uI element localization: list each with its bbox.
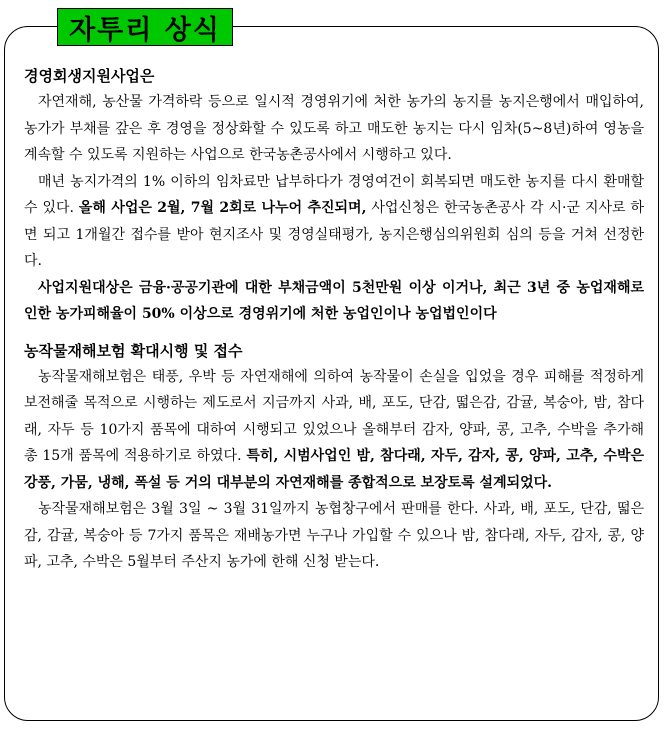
- paragraph-bold-text: 올해 사업은 2월, 7월 2회로 나누어 추진되며,: [78, 200, 367, 216]
- paragraph-text: 매년 농지가격의 1% 이하의 임차료만 납부하다가 경영여건이 회복되면 매도한 농지를 다시 환매할 수 있다.: [24, 173, 644, 216]
- paragraph-text: 자연재해, 농산물 가격하락 등으로 일시적 경영위기에 처한 농가의 농지를 농지은행에서 매입하여, 농가가 부채를 갚은 후 경영을 정상화할 수 있도록 하고 매도한 농지는 다시 임차(5~8년)하여 영농을 계속할 수 있도록 지원하는 사업으로 한국농촌공사에서 시행하고 있다.: [24, 94, 644, 163]
- paragraph: [24, 275, 644, 328]
- paragraph-text: 농작물재해보험은 태풍, 우박 등 자연재해에 의하여 농작물이 손실을 입었을 경우 피해를 적정하게 보전해줄 목적으로 시행하는 제도로서 지금까지 사과, 배, 포도, 단감, 떫은감, 감귤, 복숭아, 밤, 참다래, 자두 등 10가지 품목에 대하여 시행되고 있었으나 올해부터 감자, 양파, 콩, 고추, 수박을 추가해 총 15개 품목에 적용하기로 하였다.: [24, 368, 644, 464]
- paragraph-bold-text: 사업지원대상은 금융·공공기관에 대한 부채금액이 5천만원 이상 이거나, 최근 3년 중 농업재해로 인한 농가피해율이 50% 이상으로 경영위기에 처한 농업인이나 농업법인이다: [24, 279, 644, 322]
- paragraph-bold-text: 특히, 시범사업인 밤, 참다래, 자두, 감자, 콩, 양파, 고추, 수박은 강풍, 가뭄, 냉해, 폭설 등 거의 대부분의 자연재해를 종합적으로 보장토록 설계되었다.: [24, 448, 644, 491]
- page-title: 자투리 상식: [57, 8, 233, 46]
- paragraph-text: 사업신청은 한국농촌공사 각 시·군 지사로 하면 되고 1개월간 접수를 받아 현지조사 및 경영실태평가, 농지은행심의위원회 심의 등을 거쳐 선정한다.: [24, 200, 644, 269]
- section-heading: 경영회생지원사업은: [24, 67, 155, 85]
- paragraph-text: 농작물재해보험은 3월 3일 ~ 3월 31일까지 농협창구에서 판매를 한다. 사과, 배, 포도, 단감, 떫은감, 감귤, 복숭아 등 7가지 품목은 재배농가면 누구나 가입할 수 있으나 밤, 참다래, 자두, 감자, 콩, 양파, 고추, 수박은 5월부터 주산지 농가에 한해 신청 받는다.: [24, 501, 644, 570]
- paragraph: [24, 169, 644, 275]
- paragraph: [24, 496, 644, 576]
- paragraph: [24, 89, 644, 169]
- article-body: [24, 63, 644, 576]
- section-management-rehab: [24, 63, 644, 328]
- paragraph: [24, 364, 644, 497]
- section-heading: 농작물재해보험 확대시행 및 접수: [24, 341, 243, 360]
- section-crop-insurance: [24, 338, 644, 576]
